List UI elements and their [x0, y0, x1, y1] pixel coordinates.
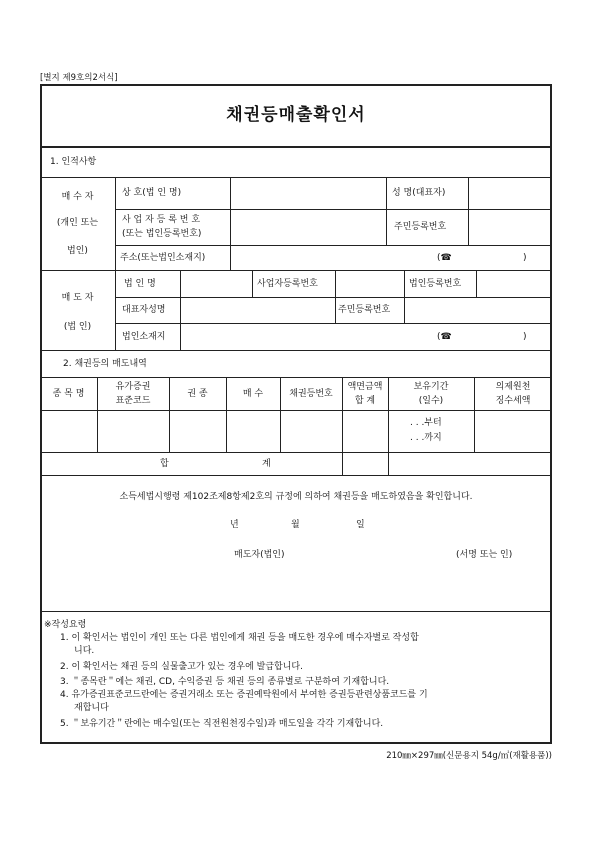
- form-frame: [40, 84, 552, 744]
- seller-label: 매 도 자: [61, 293, 94, 303]
- total-label-b: 계: [262, 459, 271, 469]
- seller-divider-1: [252, 270, 253, 297]
- buyer-label: 매 수 자: [61, 192, 94, 202]
- col-count: 매 수: [242, 389, 264, 399]
- table-body-line: [40, 452, 552, 453]
- seller-divider-5: [335, 297, 336, 323]
- buyer-sub-1: (개인 또는: [56, 218, 99, 228]
- note-4a: 4. 유가증권표준코드란에는 증권거래소 또는 증권예탁원에서 부여한 증권등관련상품코드를 기: [60, 690, 428, 700]
- col-period-1: 보유기간: [413, 382, 449, 392]
- seller-phone-close: ): [523, 332, 527, 342]
- seller-bizno-label: 사업자등록번호: [257, 279, 318, 289]
- signer-label: 매도자(법인): [234, 550, 285, 560]
- seller-label-divider: [115, 270, 116, 350]
- table-header-line: [40, 410, 552, 411]
- col-kind: 권 종: [187, 389, 208, 399]
- seller-sub: (법 인): [63, 322, 92, 332]
- col-tax-2: 징수세액: [495, 396, 531, 406]
- paper-spec-footer: 210㎜×297㎜(신문용지 54g/㎡(재활용품)): [386, 751, 552, 761]
- buyer-bizno-label-2: (또는 법인등록번호): [122, 229, 202, 239]
- buyer-row-line-2: [115, 245, 552, 246]
- col-item-name: 종 목 명: [52, 389, 85, 399]
- buyer-right-divider: [468, 177, 469, 245]
- note-1a: 1. 이 확인서는 법인이 개인 또는 다른 법인에게 채권 등을 매도한 경우에 매수자별로 작성합: [60, 633, 419, 643]
- col-tax-1: 의제원천: [495, 382, 531, 392]
- seller-address-label: 법인소재지: [122, 332, 166, 342]
- col-face-1: 액면금액: [347, 382, 383, 392]
- notes-title: ※작성요령: [44, 620, 87, 630]
- title-divider: [40, 146, 552, 148]
- seller-bottom-line: [40, 350, 552, 351]
- buyer-rep-label: 성 명(대표자): [392, 188, 446, 198]
- section2-heading: 2. 채권등의 매도내역: [63, 359, 147, 369]
- buyer-resident-label: 주민등록번호: [394, 222, 447, 232]
- buyer-phone-open: (☎: [437, 253, 452, 263]
- buyer-mid-divider: [386, 177, 387, 245]
- sign-hint: (서명 또는 인): [456, 550, 513, 560]
- section1-heading: 1. 인적사항: [50, 157, 97, 167]
- buyer-address-label: 주소(또는법인소재지): [120, 253, 206, 263]
- form-title: 채권등매출확인서: [226, 105, 366, 125]
- seller-rep-label: 대표자성명: [122, 305, 166, 315]
- buyer-sub-2: 법인): [67, 246, 88, 256]
- seller-divider-6: [404, 297, 405, 323]
- seller-corpno-label: 법인등록번호: [409, 279, 462, 289]
- col-face-2: 합 계: [354, 396, 376, 406]
- note-5: 5. ＂보유기간＂란에는 매수일(또는 직전원천징수일)과 매도일을 각각 기재합니다.: [60, 719, 384, 729]
- seller-phone-open: (☎: [437, 332, 452, 342]
- buyer-row-line-1: [115, 209, 552, 210]
- confirmation-statement: 소득세법시행령 제102조제8항제2호의 규정에 의하여 채권등을 매도하였음을 확인합니다.: [119, 492, 473, 502]
- seller-field-divider: [180, 270, 181, 350]
- total-label-a: 합: [160, 459, 169, 469]
- table-top-line: [40, 377, 552, 378]
- note-1b: 니다.: [74, 646, 95, 656]
- date-year: 년: [230, 520, 239, 530]
- buyer-name-label: 상 호(법 인 명): [122, 188, 182, 198]
- buyer-label-divider: [115, 177, 116, 270]
- seller-corp-name-label: 법 인 명: [124, 279, 156, 289]
- buyer-phone-close: ): [523, 253, 527, 263]
- period-to: . . .까지: [410, 433, 442, 443]
- table-total-line: [40, 475, 552, 476]
- col-bond-no: 채권등번호: [289, 389, 333, 399]
- notes-top-line: [40, 611, 552, 612]
- col-code-2: 표준코드: [115, 396, 151, 406]
- buyer-addr-divider: [230, 245, 231, 270]
- note-2: 2. 이 확인서는 채권 등의 실물출고가 있는 경우에 발급합니다.: [60, 662, 303, 672]
- date-month: 월: [291, 520, 300, 530]
- seller-divider-4: [476, 270, 477, 297]
- seller-divider-2: [335, 270, 336, 297]
- period-from: . . .부터: [410, 418, 442, 428]
- seller-resident-label: 주민등록번호: [338, 305, 391, 315]
- col-code-1: 유가증권: [115, 382, 151, 392]
- buyer-field-divider: [230, 177, 231, 245]
- section1-line: [40, 177, 552, 178]
- date-day: 일: [356, 520, 365, 530]
- form-reference: [별지 제9호의2서식]: [40, 73, 118, 83]
- buyer-bizno-label-1: 사 업 자 등 록 번 호: [122, 215, 201, 225]
- col-period-2: (일수): [418, 396, 444, 406]
- note-3: 3. ＂종목란＂에는 채권, CD, 수익증권 등 채권 등의 종류별로 구분하여 기재합니다.: [60, 677, 390, 687]
- seller-divider-3: [404, 270, 405, 297]
- note-4b: 재합니다: [74, 703, 109, 713]
